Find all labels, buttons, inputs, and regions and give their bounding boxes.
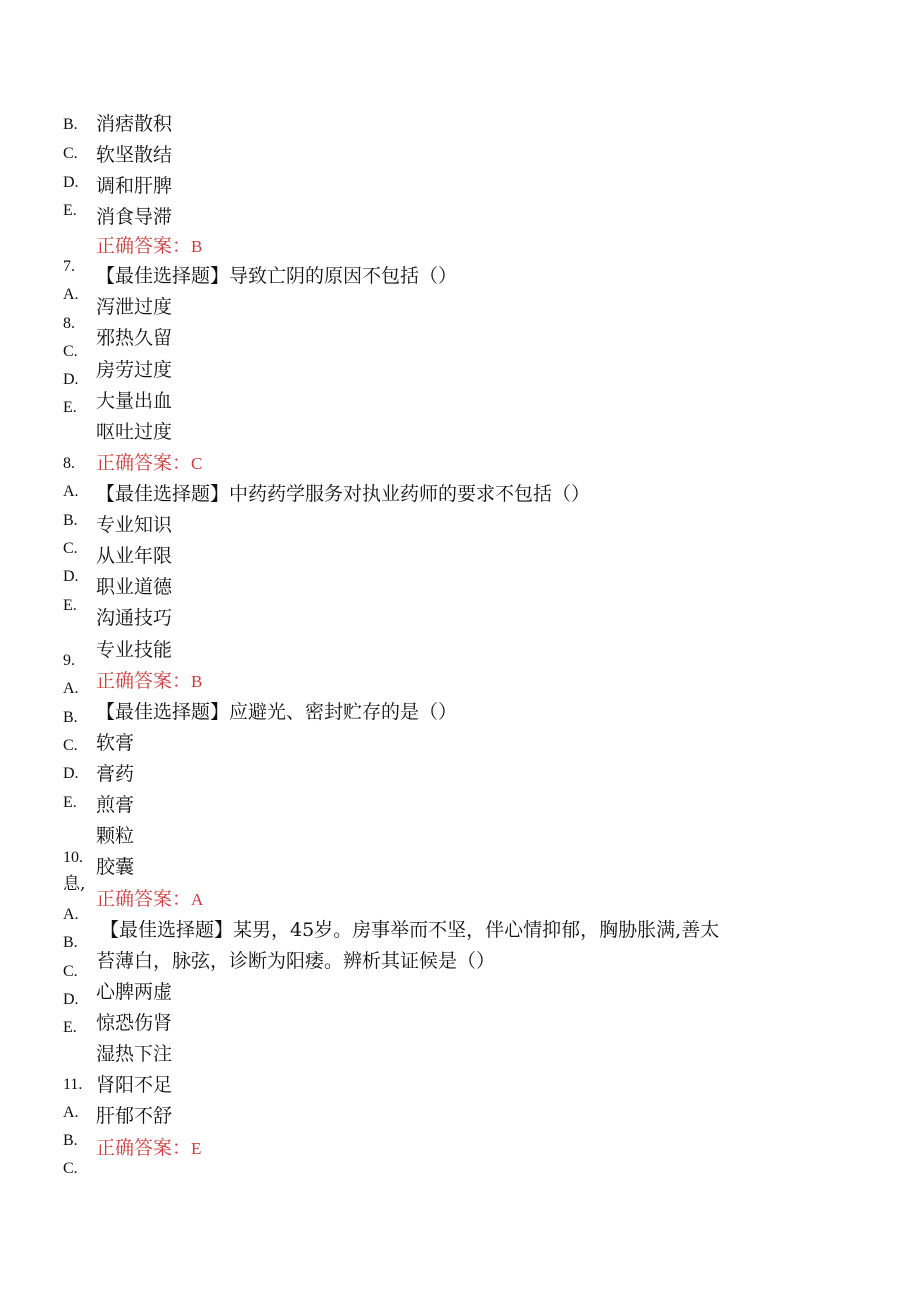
- answer-label: 正确答案：: [96, 235, 192, 257]
- option-text: 湿热下注: [96, 1043, 173, 1065]
- marker: D.: [63, 371, 79, 388]
- answer-line: [96, 669, 202, 694]
- marker: 8.: [63, 455, 75, 472]
- option-text: 职业道德: [96, 576, 173, 598]
- option-text: 邪热久留: [96, 327, 173, 349]
- marker: E.: [63, 794, 77, 811]
- marker: E.: [63, 399, 77, 416]
- option-text: 消痞散积: [96, 113, 173, 135]
- option-text: 煎膏: [96, 794, 135, 816]
- question-text-continued: 苔薄白，脉弦，诊断为阳痿。辨析其证候是（）: [96, 950, 496, 972]
- marker: D.: [63, 568, 79, 585]
- option-text: 专业知识: [96, 514, 173, 536]
- option-text: 软膏: [96, 732, 135, 754]
- marker: A.: [63, 680, 79, 697]
- answer-line: [96, 451, 202, 476]
- question-text: 【最佳选择题】导致亡阴的原因不包括（）: [96, 265, 458, 287]
- option-text: 从业年限: [96, 545, 173, 567]
- question-text: 【最佳选择题】应避光、密封贮存的是（）: [96, 701, 458, 723]
- marker: C.: [63, 145, 78, 162]
- answer-value: E: [191, 1139, 202, 1158]
- marker: B.: [63, 116, 78, 133]
- option-text: 心脾两虚: [96, 981, 173, 1003]
- marker: B.: [63, 1132, 78, 1149]
- marker: C.: [63, 343, 78, 360]
- option-text: 沟通技巧: [96, 607, 173, 629]
- answer-value: B: [191, 672, 203, 691]
- marker: E.: [63, 202, 77, 219]
- option-text: 颗粒: [96, 825, 135, 847]
- answer-line: [96, 887, 203, 912]
- option-text: 大量出血: [96, 390, 173, 412]
- option-text: 调和肝脾: [96, 175, 173, 197]
- marker: C.: [63, 963, 78, 980]
- option-text: 软坚散结: [96, 144, 173, 166]
- option-text: 专业技能: [96, 639, 173, 661]
- marker: A.: [63, 906, 79, 923]
- option-text: 肾阳不足: [96, 1074, 173, 1096]
- option-text: 房劳过度: [96, 359, 173, 381]
- marker: A.: [63, 483, 79, 500]
- answer-label: 正确答案：: [96, 1137, 192, 1159]
- marker: 8.: [63, 315, 75, 332]
- answer-value: C: [191, 454, 203, 473]
- marker: 11.: [63, 1076, 83, 1093]
- marker: E.: [63, 597, 77, 614]
- marker: C.: [63, 540, 78, 557]
- marker: D.: [63, 765, 79, 782]
- marker: 7.: [63, 258, 75, 275]
- marker: B.: [63, 934, 78, 951]
- answer-label: 正确答案：: [96, 452, 192, 474]
- answer-value: A: [191, 890, 204, 909]
- option-text: 消食导滞: [96, 206, 173, 228]
- marker: 9.: [63, 652, 75, 669]
- answer-label: 正确答案：: [96, 670, 192, 692]
- marker: B.: [63, 512, 78, 529]
- marker: 10.: [63, 849, 83, 866]
- question-text: 【最佳选择题】某男，45岁。房事举而不坚，伴心情抑郁，胸胁胀满,善太: [100, 919, 720, 941]
- marker: C.: [63, 1160, 78, 1177]
- answer-line: [96, 234, 202, 259]
- marker: C.: [63, 737, 78, 754]
- option-text: 惊恐伤肾: [96, 1012, 173, 1034]
- question-text: 【最佳选择题】中药药学服务对执业药师的要求不包括（）: [96, 483, 591, 505]
- marker: B.: [63, 709, 78, 726]
- marker: D.: [63, 174, 79, 191]
- answer-label: 正确答案：: [96, 888, 192, 910]
- option-text: 肝郁不舒: [96, 1105, 173, 1127]
- marker: D.: [63, 991, 79, 1008]
- marker: E.: [63, 1019, 77, 1036]
- marker: A.: [63, 286, 79, 303]
- option-text: 呕吐过度: [96, 421, 173, 443]
- option-text: 泻泄过度: [96, 296, 173, 318]
- marker: A.: [63, 1104, 79, 1121]
- option-text: 胶囊: [96, 856, 135, 878]
- marker: 息,: [63, 874, 86, 894]
- option-text: 膏药: [96, 763, 135, 785]
- answer-line: [96, 1136, 201, 1161]
- answer-value: B: [191, 237, 203, 256]
